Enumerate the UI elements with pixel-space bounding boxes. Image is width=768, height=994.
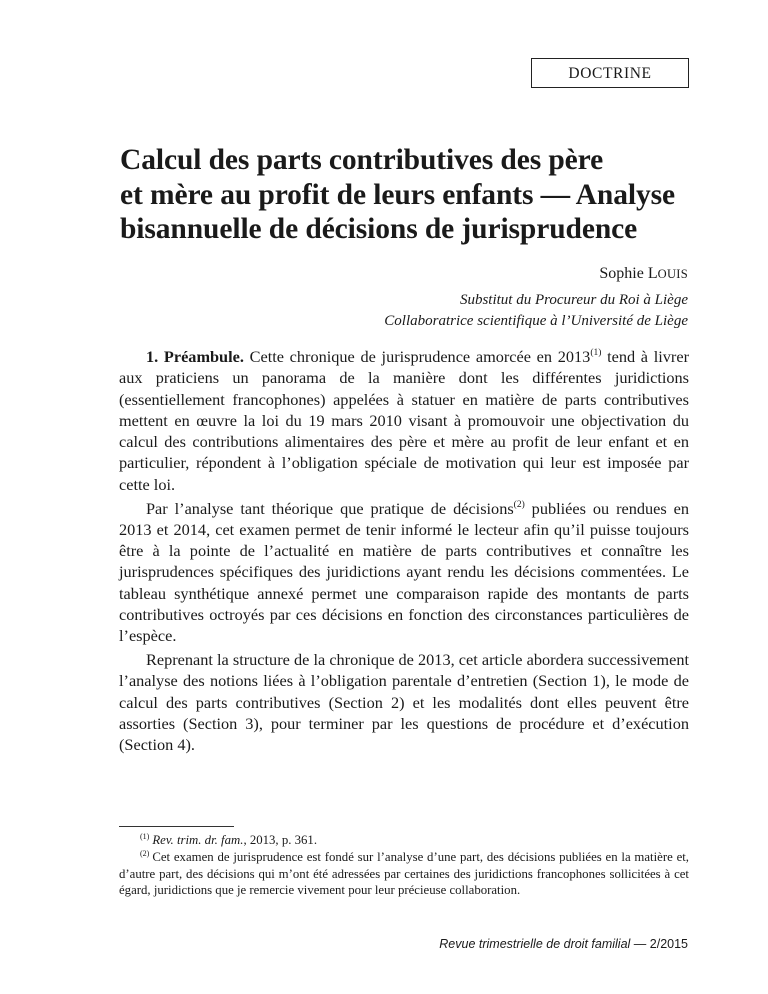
author-last-initial: L xyxy=(647,265,658,282)
author-last-name xyxy=(648,265,688,282)
footnote-text: , 2013, p. 361. xyxy=(243,833,318,847)
journal-name: Revue trimestrielle de droit familial xyxy=(439,937,631,951)
paragraph-text: Cette chronique de jurisprudence amorcée en 2013 xyxy=(243,347,591,366)
paragraph-text: Par l’analyse tant théorique que pratique de décisions xyxy=(146,498,514,518)
footnote-reference: Rev. trim. dr. fam. xyxy=(152,833,244,847)
journal-footer xyxy=(439,937,688,951)
paragraph-text: tend à livrer aux praticiens un panorama de la manière dont les différentes juridictions (essentiellement francophones) appelées à statuer en matière de parts contributives mettent en œuvre la loi du 19 mars 2010 visant à promouvoir une objectivation du calcul des contributions alimentaires des père et mère au profit de leur enfant et en particulier, répondent à l’obligation spéciale de motivation qui leur est imposée par cette loi. xyxy=(119,347,689,494)
paragraph-text: publiées ou rendues en 2013 et 2014, cet examen permet de tenir informé le lecteur afin qu’il puisse toujours être à la pointe de l’actualité en matière de parts contributives et connaître les jurisprudences spécifiques des juridictions ayant rendu les décisions commentées. Le tableau synthétique annexé permet une comparaison rapide des montants de parts contributives octroyés par ces décisions en fonction des circonstances particulières de l’espèce. xyxy=(119,498,689,646)
footnote-1 xyxy=(119,832,689,849)
footnote-divider xyxy=(119,826,234,827)
paragraph-heading: 1. Préambule. xyxy=(146,347,244,366)
affiliation-line: Collaboratrice scientifique à l’Université de Liège xyxy=(384,313,688,329)
title-line: et mère au profit de leurs enfants — Analyse xyxy=(120,178,675,211)
journal-issue: 2/2015 xyxy=(649,937,688,951)
paragraph-structure: Reprenant la structure de la chronique de 2013, cet article abordera successivement l’analyse des notions liées à l’obligation parentale d’entretien (Section 1), le mode de calcul des parts contributives (Section 2) et les modalités dont elles peuvent être assorties (Section 3), pour terminer par les questions de procédure et d’exécution (Section 4). xyxy=(119,650,689,755)
footnote-ref-2[interactable]: (2) xyxy=(513,499,525,510)
title-line: bisannuelle de décisions de jurisprudence xyxy=(120,213,638,245)
title-line: Calcul des parts contributives des père xyxy=(120,144,604,176)
paragraph-preambule xyxy=(119,346,689,495)
footer-separator: — xyxy=(630,937,650,951)
footnote-2 xyxy=(119,849,689,899)
section-tag: DOCTRINE xyxy=(531,58,689,88)
footnote-ref-1[interactable]: (1) xyxy=(590,348,602,358)
paragraph-analyse xyxy=(119,498,689,647)
author-last-rest: OUIS xyxy=(657,267,688,281)
affiliation-line: Substitut du Procureur du Roi à Liège xyxy=(459,292,688,308)
footnote-number: (1) xyxy=(140,832,150,841)
author-affiliations xyxy=(384,290,688,332)
footnote-text: Cet examen de jurisprudence est fondé sur l’analyse d’une part, des décisions publiées en la matière et, d’autre part, des décisions qui m’ont été adressées par certaines des juridictions francophones sollicitées à cet égard, juridictions que je remercie vivement pour leur précieuse collaboration. xyxy=(119,849,689,898)
article-body xyxy=(119,346,689,758)
author-name xyxy=(599,265,688,283)
footnotes xyxy=(119,832,689,899)
footnote-number: (2) xyxy=(140,848,150,858)
article-title xyxy=(120,143,700,247)
author-first-name: Sophie xyxy=(599,265,644,282)
